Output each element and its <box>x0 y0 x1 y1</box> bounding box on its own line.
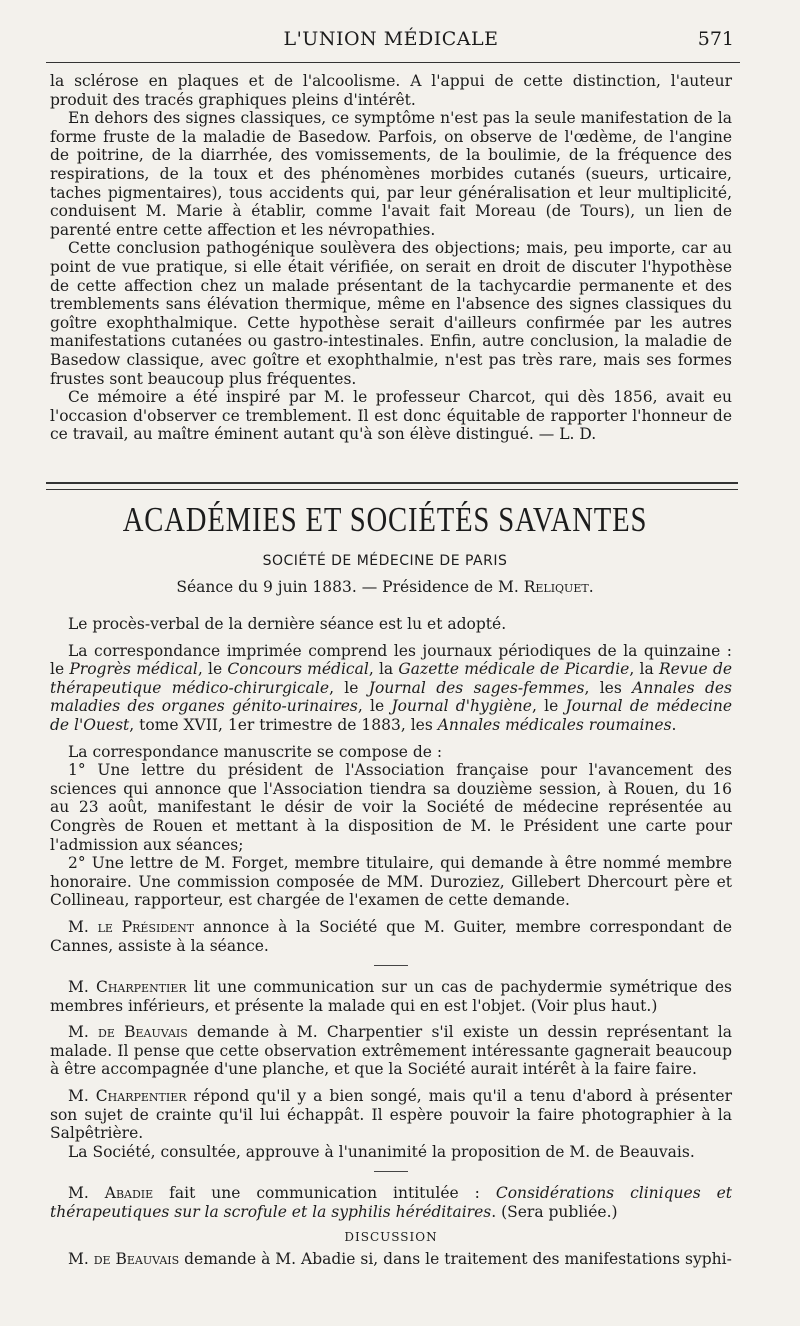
journal-name: Journal d'hygiène <box>391 697 532 716</box>
paragraph <box>50 1087 732 1143</box>
text: lit une communication sur un cas de pachydermie symétrique des membres inférieurs, et présente la malade qui en est l'objet. (Voir plus haut.) <box>50 978 732 1015</box>
paragraph <box>50 1250 732 1269</box>
running-header <box>48 24 734 54</box>
journal-name: Gazette médicale de Picardie <box>398 660 630 679</box>
paragraph: La correspondance manuscrite se compose de : <box>68 742 443 761</box>
text: , la <box>629 660 659 679</box>
minutes-body <box>50 615 732 1269</box>
seance-suffix: . <box>588 578 594 596</box>
paragraph: la sclérose en plaques et de l'alcoolisme. A l'appui de cette distinction, l'auteur produit des tracés graphiques pleins d'intérêt. <box>50 72 732 109</box>
divider <box>374 965 408 966</box>
journal-name: Progrès médical <box>69 660 198 679</box>
text: fait une communication intitulée : <box>153 1184 496 1203</box>
text: répond qu'il y a bien songé, mais qu'il a tenu d'abord à présenter son sujet de crainte qu'il lui échappât. Il espère pouvoir la faire photographier à la Salpêtrière. <box>50 1087 732 1143</box>
section-divider <box>46 482 738 490</box>
speaker: M. le Président <box>68 917 195 936</box>
text: annonce à la Société que M. Guiter, membre correspondant de Cannes, assiste à la séance. <box>50 917 733 955</box>
paragraph <box>50 1023 732 1079</box>
paragraph-correspondance <box>50 642 732 735</box>
paragraph: Le procès-verbal de la dernière séance est lu et adopté. <box>68 615 507 633</box>
text: . (Sera publiée.) <box>491 1203 618 1222</box>
text: , le <box>197 660 228 679</box>
article-continuation <box>50 72 732 444</box>
speaker: M. de Beauvais <box>68 1250 180 1269</box>
text: , le <box>329 678 369 697</box>
text: , le <box>357 697 392 716</box>
paragraph: Cette conclusion pathogénique soulèvera des objections; mais, peu importe, car au point de vue pratique, si elle était vérifiée, on serait en droit de discuter l'hypothèse de cette affection chez un malade présentant de la tachycardie permanente et des tremblements sans élévation thermique, même en l'absence des signes classiques du goître exophthalmique. Cette hypothèse serait d'ailleurs confirmée par les autres manifestations cutanées ou gastro-intestinales. Enfin, autre conclusion, la maladie de Basedow classique, avec goître et exophthalmie, n'est pas très rare, mais ses formes frustes sont beaucoup plus fréquentes. <box>50 239 732 388</box>
page-number: 571 <box>697 28 734 50</box>
paragraph <box>50 978 732 1015</box>
divider <box>374 1171 408 1172</box>
list-item: 1° Une lettre du président de l'Association française pour l'avancement des sciences qui annonce que l'Association tiendra sa douzième session, à Rouen, du 16 au 23 août, manifestant le désir de voir la Société de médecine représentée au Congrès de Rouen et mettant à la disposition de M. le Président une carte pour l'admission aux séances; <box>50 761 732 854</box>
text: , les <box>584 678 633 697</box>
speaker: M. de Beauvais <box>68 1023 188 1042</box>
journal-name: Revue de thérapeutique médico-chirurgicale <box>50 660 733 697</box>
paragraph <box>50 918 732 955</box>
list-item: 2° Une lettre de M. Forget, membre titulaire, qui demande à être nommé membre honoraire. Une commission composée de MM. Duroziez, Gillebert Dhercourt père et Collineau, rapporteur, est chargée de l'examen de cette demande. <box>50 854 732 910</box>
text: demande à M. Charpentier s'il existe un dessin représentant la malade. Il pense que cette observation extrêmement intéressante gagnerait beaucoup à être accompagnée d'une planche, et que la Société aurait intérêt à la faire faire. <box>50 1023 732 1079</box>
paragraph: Ce mémoire a été inspiré par M. le professeur Charcot, qui dès 1856, avait eu l'occasion d'observer ce tremblement. Il est donc équitable de rapporter l'honneur de ce travail, au maître éminent autant qu'à son élève distingué. — L. D. <box>50 388 732 444</box>
text: , tome XVII, 1er trimestre de 1883, les <box>129 715 438 734</box>
speaker: M. Abadie <box>68 1184 154 1203</box>
header-rule <box>46 62 740 63</box>
paragraph <box>50 1184 732 1221</box>
journal-name: Concours médical <box>227 660 369 679</box>
text: La correspondance imprimée comprend les journaux périodiques de la quinzaine : le <box>50 641 732 679</box>
text: . <box>671 715 677 734</box>
journal-name: Journal des sages-femmes <box>368 678 585 697</box>
section-title: ACADÉMIES ET SOCIÉTÉS SAVANTES <box>122 500 648 539</box>
seance-prefix: Séance du 9 juin 1883. — Présidence de M. <box>176 578 524 596</box>
journal-name: Annales médicales roumaines <box>437 715 672 734</box>
paragraph: En dehors des signes classiques, ce symptôme n'est pas la seule manifestation de la forme fruste de la maladie de Basedow. Parfois, on observe de l'œdème, de l'angine de poitrine, de la diarrhée, des vomissements, de la boulimie, de la fréquence des respirations, de la toux et des phénomènes morbides cutanés (sueurs, urticaire, taches pigmentaires), tous accidents qui, par leur généralisation et leur multiplicité, conduisent M. Marie à établir, comme l'avait fait Moreau (de Tours), un lien de parenté entre cette affection et les névropathies. <box>50 109 732 239</box>
speaker: M. Charpentier <box>68 978 187 997</box>
paragraph: La Société, consultée, approuve à l'unanimité la proposition de M. de Beauvais. <box>68 1142 695 1161</box>
society-name: SOCIÉTÉ DE MÉDECINE DE PARIS <box>262 553 508 569</box>
journal-title: L'UNION MÉDICALE <box>283 28 499 50</box>
speaker: M. Charpentier <box>68 1087 187 1106</box>
discussion-heading: DISCUSSION <box>344 1229 438 1244</box>
journal-name: Annales des maladies des organes génito-urinaires <box>50 678 732 716</box>
text: demande à M. Abadie si, dans le traitement des manifestations syphi- <box>179 1250 732 1269</box>
seance-line <box>0 578 770 596</box>
president-name: Reliquet <box>523 578 589 596</box>
text: , le <box>531 697 566 716</box>
journal-name: Journal de médecine de l'Ouest <box>50 697 732 734</box>
communication-title: Considérations cliniques et thérapeutiques sur la scrofule et la syphilis héréditaires <box>50 1184 733 1222</box>
text: , la <box>368 660 399 679</box>
